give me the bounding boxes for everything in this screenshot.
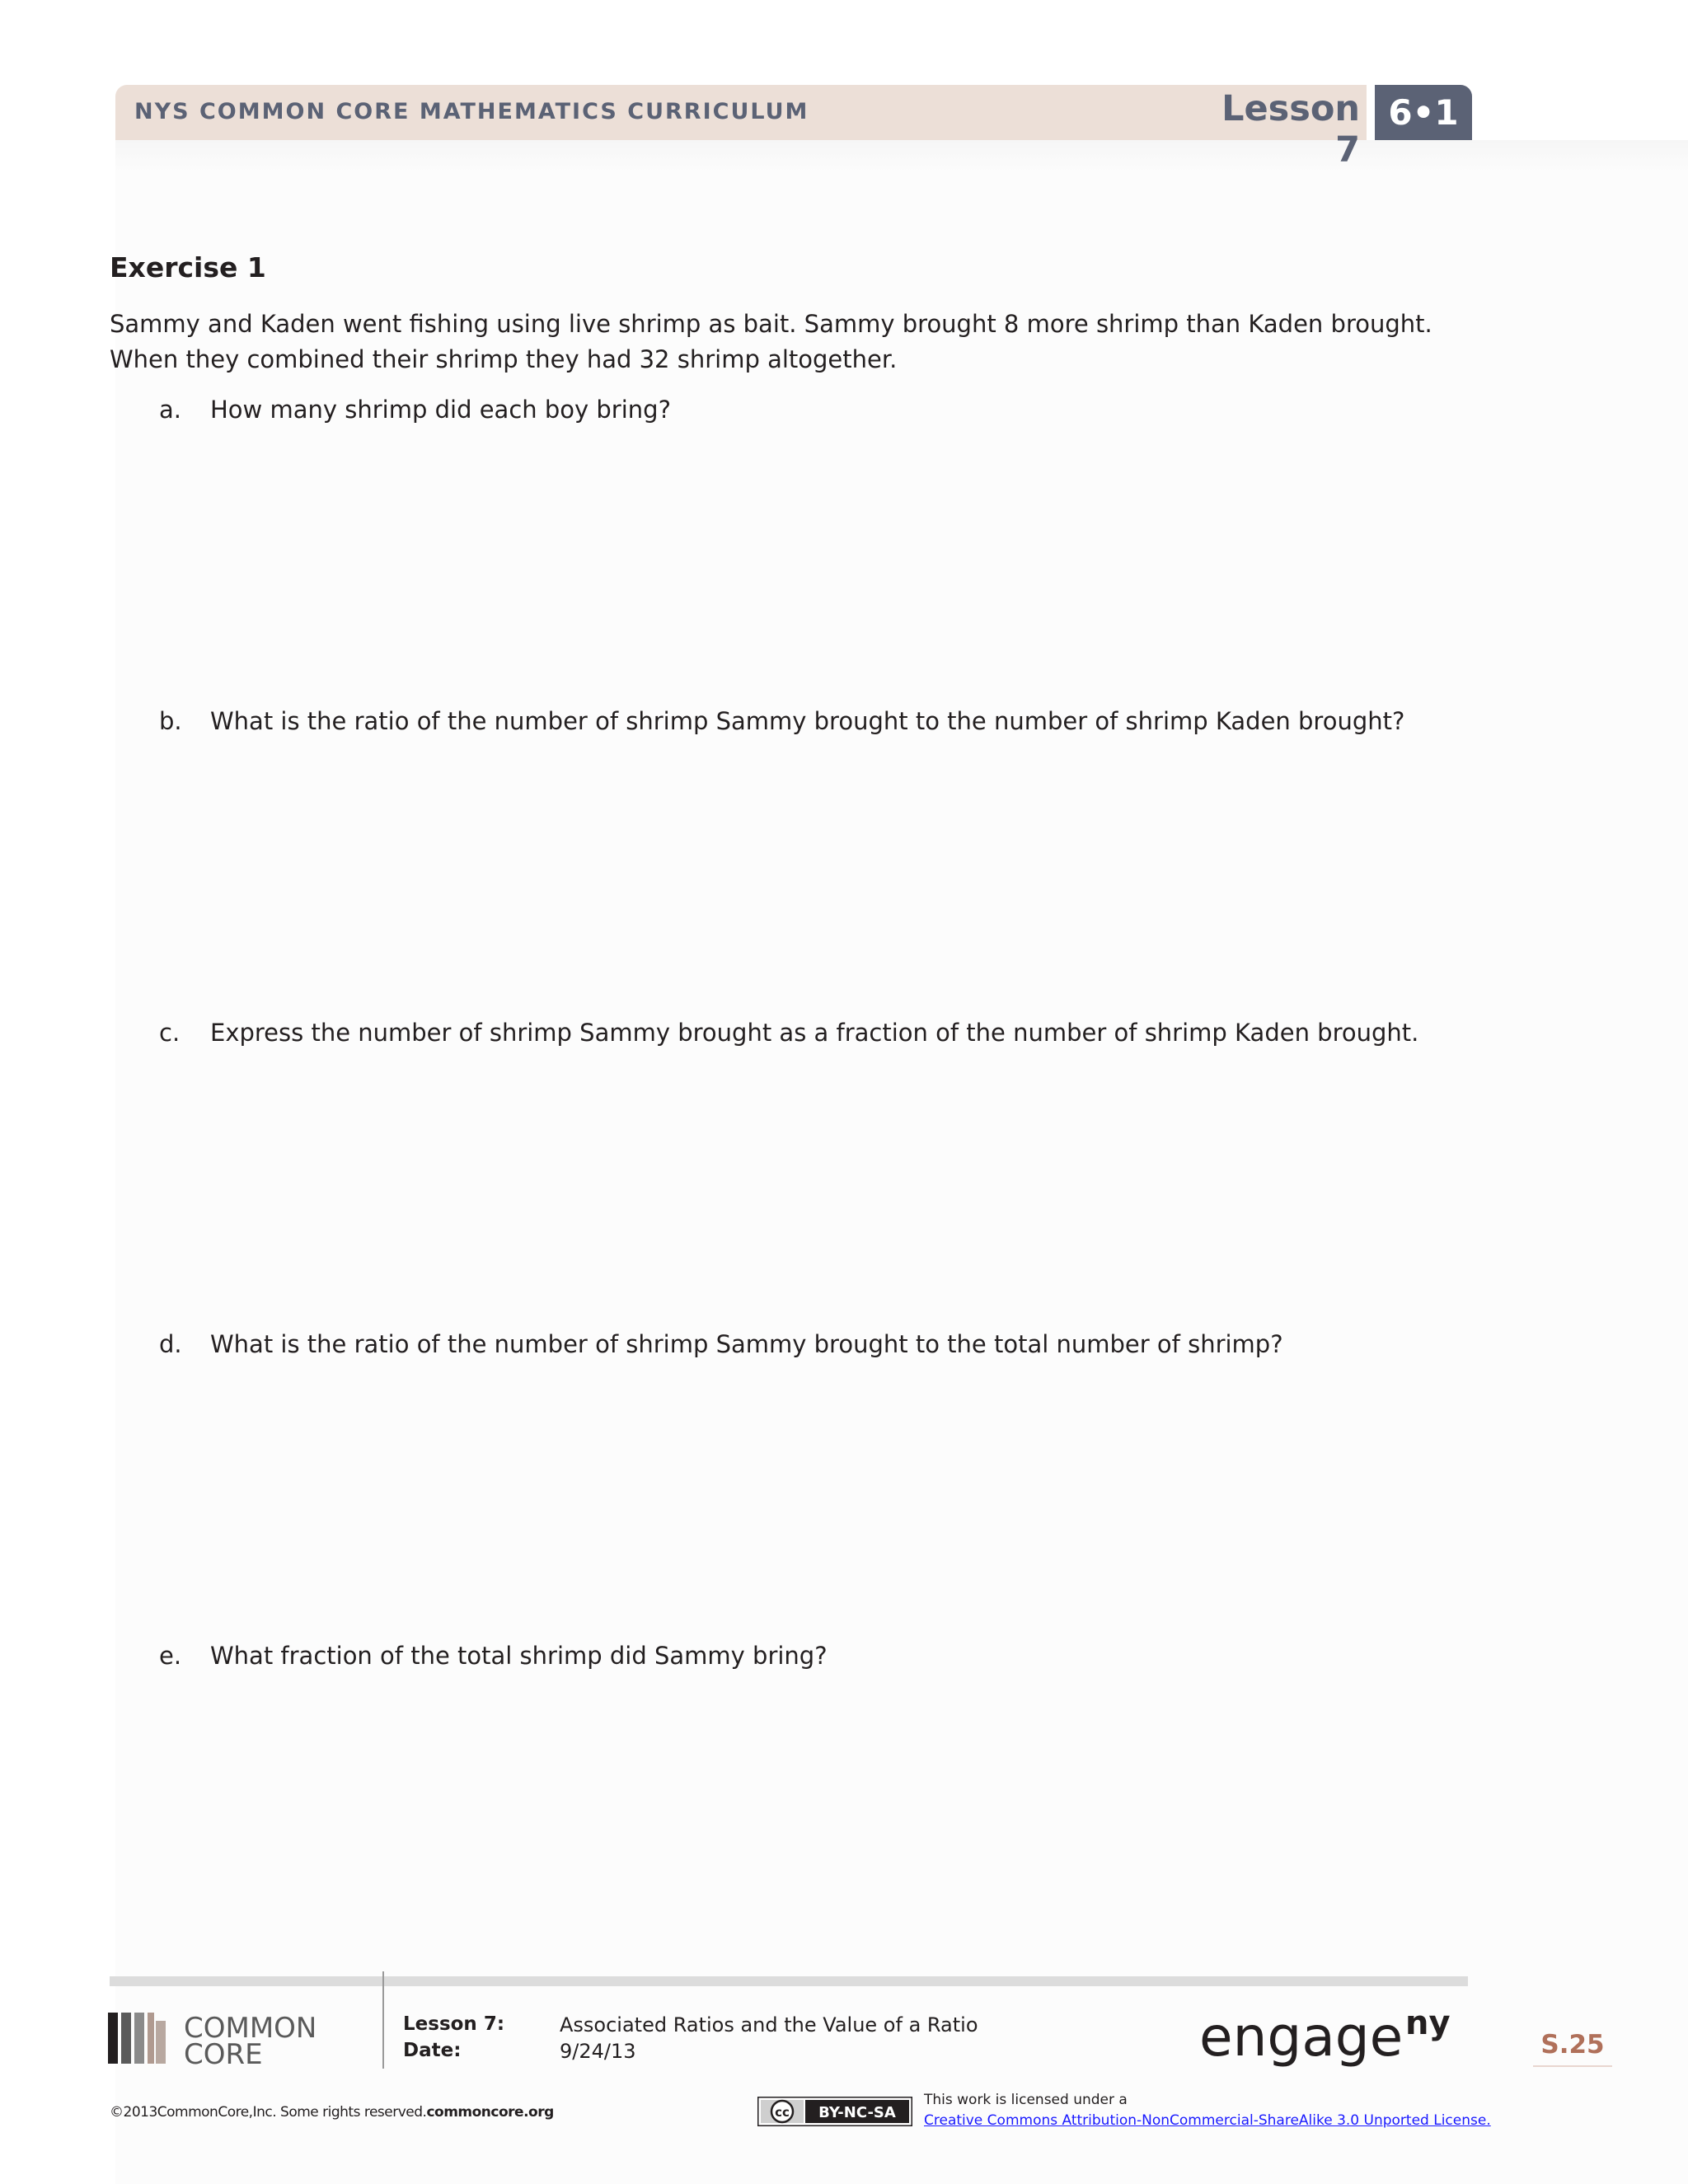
header-shadow xyxy=(115,140,1688,173)
question-letter: c. xyxy=(159,1019,181,1047)
question-text: What fraction of the total shrimp did Sammy bring? xyxy=(210,1642,828,1670)
question-letter: e. xyxy=(159,1642,182,1670)
copyright-site: commoncore.org xyxy=(426,2104,554,2121)
curriculum-title: NYS COMMON CORE MATHEMATICS CURRICULUM xyxy=(134,99,809,124)
cc-license-badge xyxy=(757,2097,912,2126)
footer-date-key: Date: xyxy=(403,2040,462,2061)
question-b xyxy=(159,707,1404,735)
question-text: How many shrimp did each boy bring? xyxy=(210,396,671,424)
footer-date: 9/24/13 xyxy=(560,2040,636,2063)
logo-core-text: CORE xyxy=(184,2038,263,2067)
license-link[interactable]: Creative Commons Attribution-NonCommercial-ShareAlike 3.0 Unported License. xyxy=(924,2112,1491,2129)
page-number-rule xyxy=(1533,2065,1612,2067)
question-letter: a. xyxy=(159,396,181,424)
question-c xyxy=(159,1019,1418,1047)
copyright xyxy=(110,2104,554,2121)
footer-lesson-key: Lesson 7: xyxy=(403,2013,505,2035)
cc-badge-label: cc xyxy=(775,2105,790,2120)
footer-rule xyxy=(110,1976,1468,1986)
question-a xyxy=(159,396,671,424)
copyright-text: ©2013CommonCore,Inc. Some rights reserved. xyxy=(110,2104,427,2121)
footer-separator xyxy=(382,1971,384,2069)
question-text: What is the ratio of the number of shrimp Sammy brought to the number of shrimp Kaden brought? xyxy=(210,707,1405,735)
exercise-heading: Exercise 1 xyxy=(110,251,266,284)
question-e xyxy=(159,1642,828,1670)
license-text: This work is licensed under a xyxy=(924,2092,1128,2108)
question-text: Express the number of shrimp Sammy brought as a fraction of the number of shrimp Kaden brought. xyxy=(210,1019,1419,1047)
question-letter: d. xyxy=(159,1330,182,1358)
logo-common-text: COMMON xyxy=(184,2012,317,2045)
engage-text: engage xyxy=(1199,2005,1404,2069)
ny-text: ny xyxy=(1405,2004,1451,2042)
problem-statement: Sammy and Kaden went fishing using live shrimp as bait. Sammy brought 8 more shrimp than Kaden brought. When they combined their shrimp they had 32 shrimp altogether. xyxy=(110,310,1432,373)
engageny-logo xyxy=(1199,2004,1471,2079)
question-d xyxy=(159,1330,1283,1358)
common-core-logo xyxy=(108,2009,372,2067)
question-letter: b. xyxy=(159,707,182,735)
footer-lesson-title: Associated Ratios and the Value of a Ratio xyxy=(560,2013,978,2036)
page-background xyxy=(115,170,1688,2184)
module-badge: 6•1 xyxy=(1375,85,1472,140)
by-nc-sa-label: BY-NC-SA xyxy=(818,2104,896,2121)
lesson-label: Lesson 7 xyxy=(1221,88,1360,171)
question-text: What is the ratio of the number of shrimp Sammy brought to the total number of shrimp? xyxy=(210,1330,1283,1358)
page-number: S.25 xyxy=(1540,2030,1605,2060)
